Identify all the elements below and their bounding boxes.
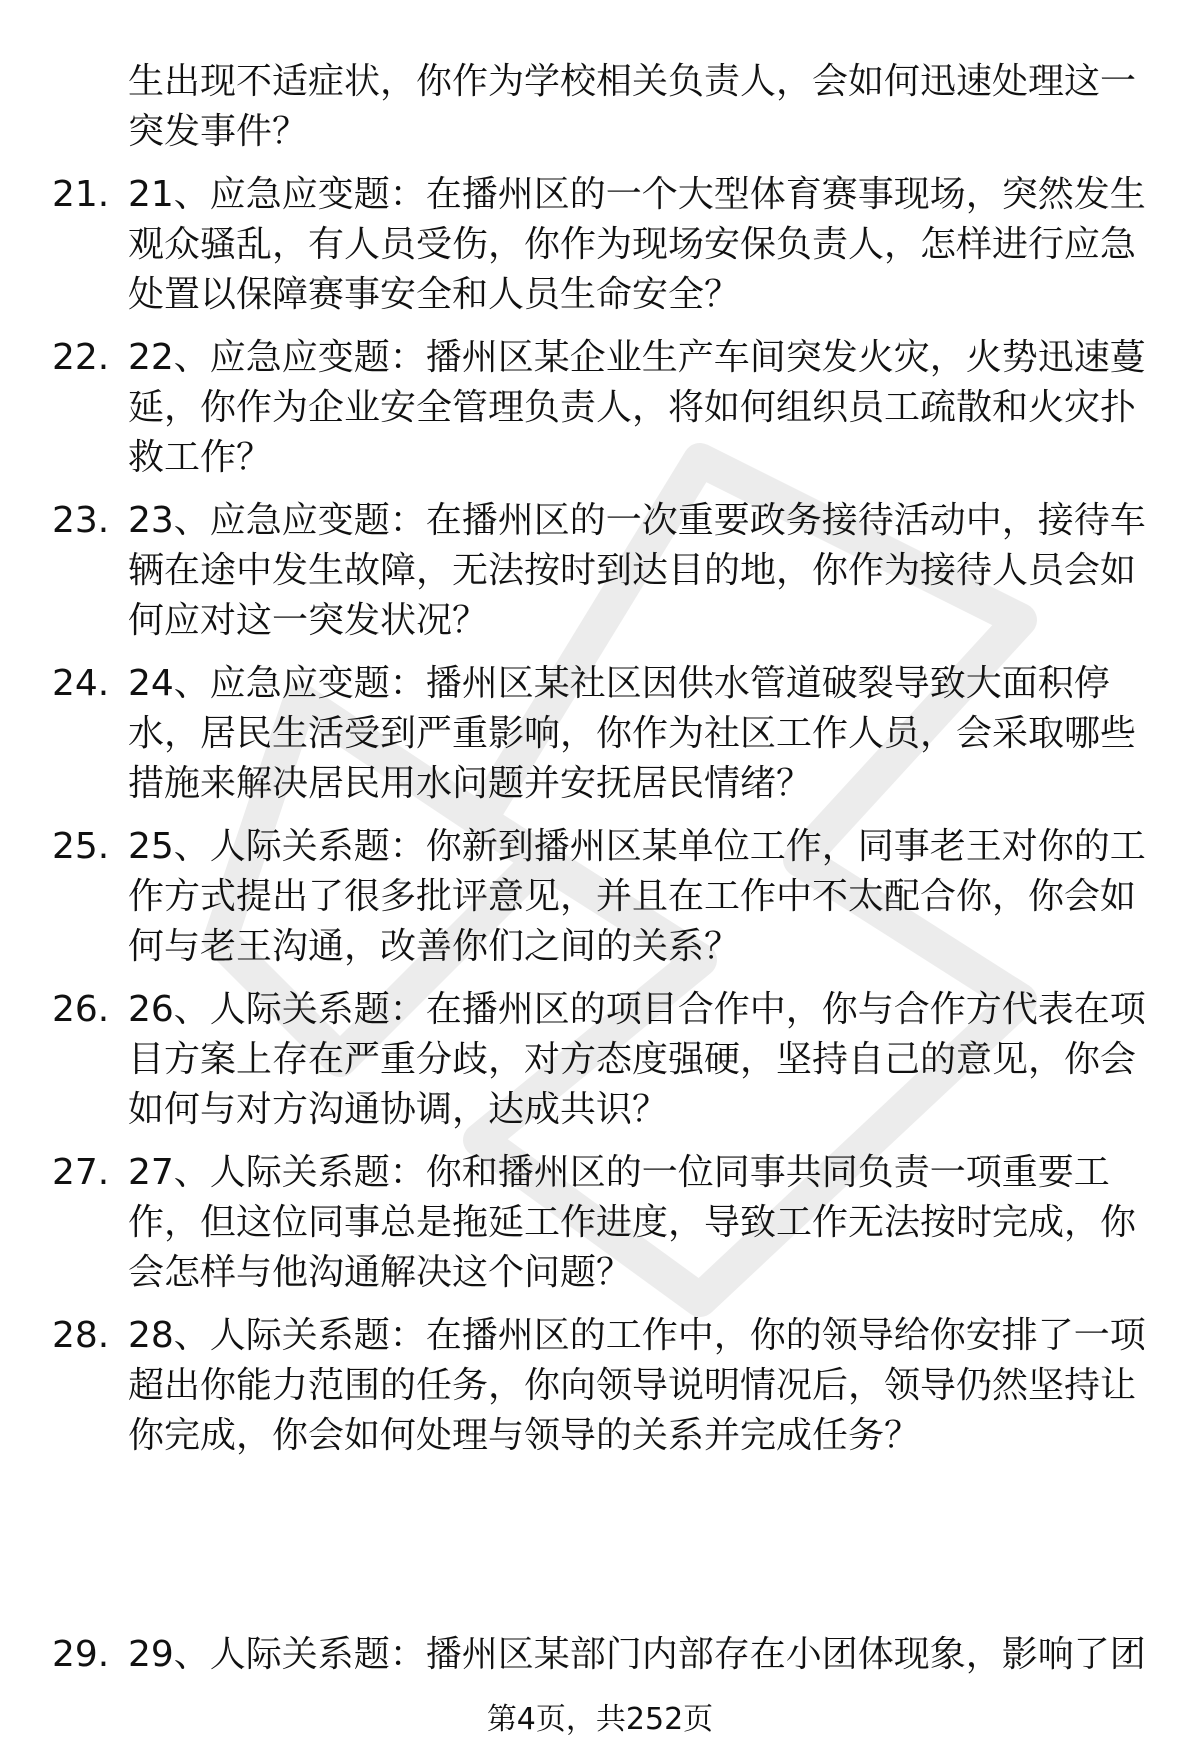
item-text: 29、人际关系题：播州区某部门内部存在小团体现象，影响了团	[128, 1634, 1146, 1675]
item-number: 26.	[52, 989, 110, 1030]
item-text: 24、应急应变题：播州区某社区因供水管道破裂导致大面积停水，居民生活受到严重影响，你作为社区工作人员，会采取哪些措施来解决居民用水问题并安抚居民情绪？	[128, 663, 1137, 804]
item-text: 21、应急应变题：在播州区的一个大型体育赛事现场，突然发生观众骚乱，有人员受伤，你作为现场安保负责人，怎样进行应急处置以保障赛事安全和人员生命安全？	[128, 174, 1146, 315]
item-number: 21.	[52, 174, 110, 215]
item-number: 27.	[52, 1152, 110, 1193]
item-number: 28.	[52, 1315, 110, 1356]
item-number: 24.	[52, 663, 110, 704]
item-text: 23、应急应变题：在播州区的一次重要政务接待活动中，接待车辆在途中发生故障，无法按时到达目的地，你作为接待人员会如何应对这一突发状况？	[128, 500, 1146, 641]
item-text: 26、人际关系题：在播州区的项目合作中，你与合作方代表在项目方案上存在严重分歧，对方态度强硬，坚持自己的意见，你会如何与对方沟通协调，达成共识？	[128, 989, 1146, 1130]
item-number: 22.	[52, 337, 110, 378]
item-text: 22、应急应变题：播州区某企业生产车间突发火灾，火势迅速蔓延，你作为企业安全管理负责人，将如何组织员工疏散和火灾扑救工作？	[128, 337, 1146, 478]
page-footer: 第4页，共252页	[486, 1702, 714, 1737]
item-number: 29.	[52, 1634, 110, 1675]
item-number: 25.	[52, 826, 110, 867]
item-number: 23.	[52, 500, 110, 541]
item-text: 27、人际关系题：你和播州区的一位同事共同负责一项重要工作，但这位同事总是拖延工作进度，导致工作无法按时完成，你会怎样与他沟通解决这个问题？	[128, 1152, 1137, 1293]
continued-question-text: 生出现不适症状，你作为学校相关负责人，会如何迅速处理这一突发事件？	[128, 61, 1137, 152]
item-text: 28、人际关系题：在播州区的工作中，你的领导给你安排了一项超出你能力范围的任务，你向领导说明情况后，领导仍然坚持让你完成，你会如何处理与领导的关系并完成任务？	[128, 1315, 1146, 1456]
item-text: 25、人际关系题：你新到播州区某单位工作，同事老王对你的工作方式提出了很多批评意见，并且在工作中不太配合你，你会如何与老王沟通，改善你们之间的关系？	[128, 826, 1146, 967]
